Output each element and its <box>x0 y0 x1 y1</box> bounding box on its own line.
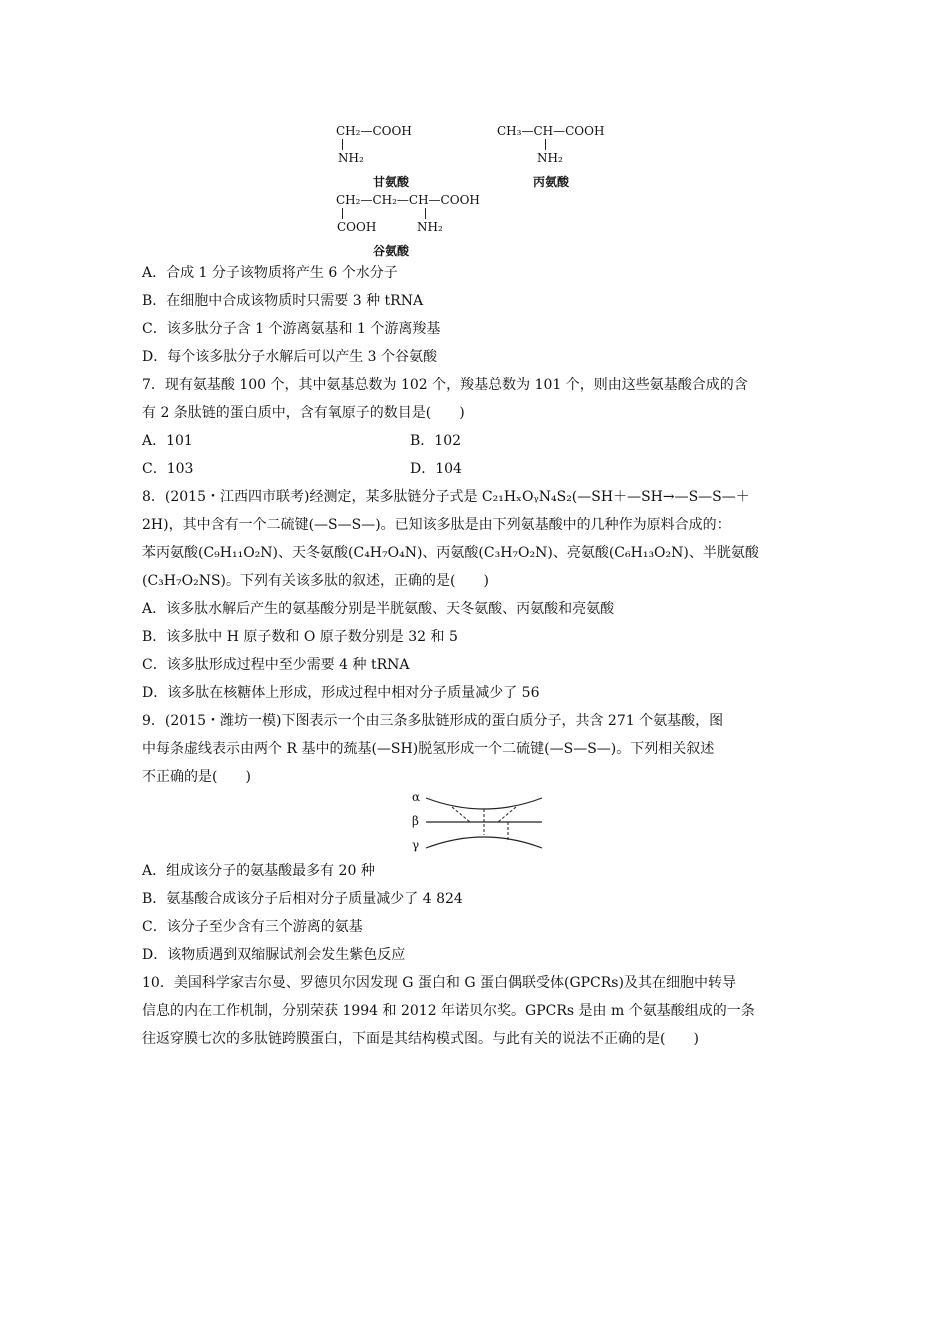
alanine-top: CH₃—CH—COOH <box>497 124 605 138</box>
q9-stem-line1: 9．(2015・潍坊一模)下图表示一个由三条多肽链形成的蛋白质分子，共含 271 个氨基酸，图 <box>142 713 724 729</box>
q8-stem-line3: 苯丙氨酸(C₉H₁₁O₂N)、天冬氨酸(C₄H₇O₄N)、丙氨酸(C₃H₇O₂N)、亮氨酸(C₆H₁₃O₂N)、半胱氨酸 <box>142 545 759 561</box>
q10-stem-line3: 往返穿膜七次的多肽链跨膜蛋白，下面是其结构模式图。与此有关的说法不正确的是( ) <box>142 1031 699 1047</box>
q8-stem-line4: (C₃H₇O₂NS)。下列有关该多肽的叙述，正确的是( ) <box>142 573 489 589</box>
q9-option-b: B．氨基酸合成该分子后相对分子质量减少了 4 824 <box>142 891 463 907</box>
alanine-label: 丙氨酸 <box>533 175 570 189</box>
q8-option-d: D．该多肽在核糖体上形成，形成过程中相对分子质量减少了 56 <box>142 685 540 701</box>
q7-option-c: C．103 <box>142 461 194 477</box>
q10-stem-line1: 10．美国科学家吉尔曼、罗德贝尔因发现 G 蛋白和 G 蛋白偶联受体(GPCRs)及其在细胞中转导 <box>142 975 736 991</box>
glycine-bond <box>342 139 343 150</box>
glycine-label: 甘氨酸 <box>373 175 410 189</box>
glutamic-label: 谷氨酸 <box>373 244 410 258</box>
polypeptide-chains-diagram <box>424 790 544 856</box>
q8-option-c: C．该多肽形成过程中至少需要 4 种 tRNA <box>142 657 410 673</box>
q7-stem-line1: 7．现有氨基酸 100 个，其中氨基总数为 102 个，羧基总数为 101 个，则由这些氨基酸合成的含 <box>142 377 748 393</box>
q7-stem-line2: 有 2 条肽链的蛋白质中，含有氧原子的数目是( ) <box>142 405 465 421</box>
q9-option-a: A．组成该分子的氨基酸最多有 20 种 <box>142 863 375 879</box>
diagram-label-alpha: α <box>412 790 421 804</box>
alanine-bottom: NH₂ <box>537 151 563 165</box>
glycine-top: CH₂—COOH <box>336 124 412 138</box>
q8-option-a: A．该多肽水解后产生的氨基酸分别是半胱氨酸、天冬氨酸、丙氨酸和亮氨酸 <box>142 601 615 617</box>
q6-option-c: C．该多肽分子含 1 个游离氨基和 1 个游离羧基 <box>142 321 441 337</box>
gamma-chain <box>426 837 542 848</box>
alpha-chain <box>426 798 542 809</box>
diagram-label-beta: β <box>412 814 419 828</box>
q6-option-a: A．合成 1 分子该物质将产生 6 个水分子 <box>142 265 398 281</box>
glutamic-bottom-left: COOH <box>337 220 377 234</box>
glutamic-bottom-right: NH₂ <box>417 220 443 234</box>
alanine-bond <box>545 139 546 150</box>
disulfide-bond-1 <box>452 807 470 822</box>
q8-option-b: B．该多肽中 H 原子数和 O 原子数分别是 32 和 5 <box>142 629 458 645</box>
glutamic-bond-right <box>425 208 426 219</box>
glutamic-top: CH₂—CH₂—CH—COOH <box>336 193 480 207</box>
q10-stem-line2: 信息的内在工作机制，分别荣获 1994 和 2012 年诺贝尔奖。GPCRs 是由 m 个氨基酸组成的一条 <box>142 1003 755 1019</box>
q8-stem-line2: 2H)，其中含有一个二硫键(—S—S—)。已知该多肽是由下列氨基酸中的几种作为原料合成的： <box>142 517 731 533</box>
q9-stem-line3: 不正确的是( ) <box>142 769 251 785</box>
disulfide-bond-2 <box>498 807 516 822</box>
diagram-label-gamma: γ <box>412 838 420 852</box>
glutamic-bond-left <box>342 208 343 219</box>
q6-option-b: B．在细胞中合成该物质时只需要 3 种 tRNA <box>142 293 424 309</box>
q7-option-d: D．104 <box>410 461 462 477</box>
q9-stem-line2: 中每条虚线表示由两个 R 基中的巯基(—SH)脱氢形成一个二硫键(—S—S—)。下列相关叙述 <box>142 741 715 757</box>
q6-option-d: D．每个该多肽分子水解后可以产生 3 个谷氨酸 <box>142 349 438 365</box>
q8-stem-line1: 8．(2015・江西四市联考)经测定，某多肽链分子式是 C₂₁HₓOᵧN₄S₂(—SH＋—SH→—S—S—＋ <box>142 489 750 505</box>
q7-option-a: A．101 <box>142 433 193 449</box>
glycine-bottom: NH₂ <box>338 151 364 165</box>
q9-option-c: C．该分子至少含有三个游离的氨基 <box>142 919 363 935</box>
q9-option-d: D．该物质遇到双缩脲试剂会发生紫色反应 <box>142 947 406 963</box>
q7-option-b: B．102 <box>410 433 462 449</box>
